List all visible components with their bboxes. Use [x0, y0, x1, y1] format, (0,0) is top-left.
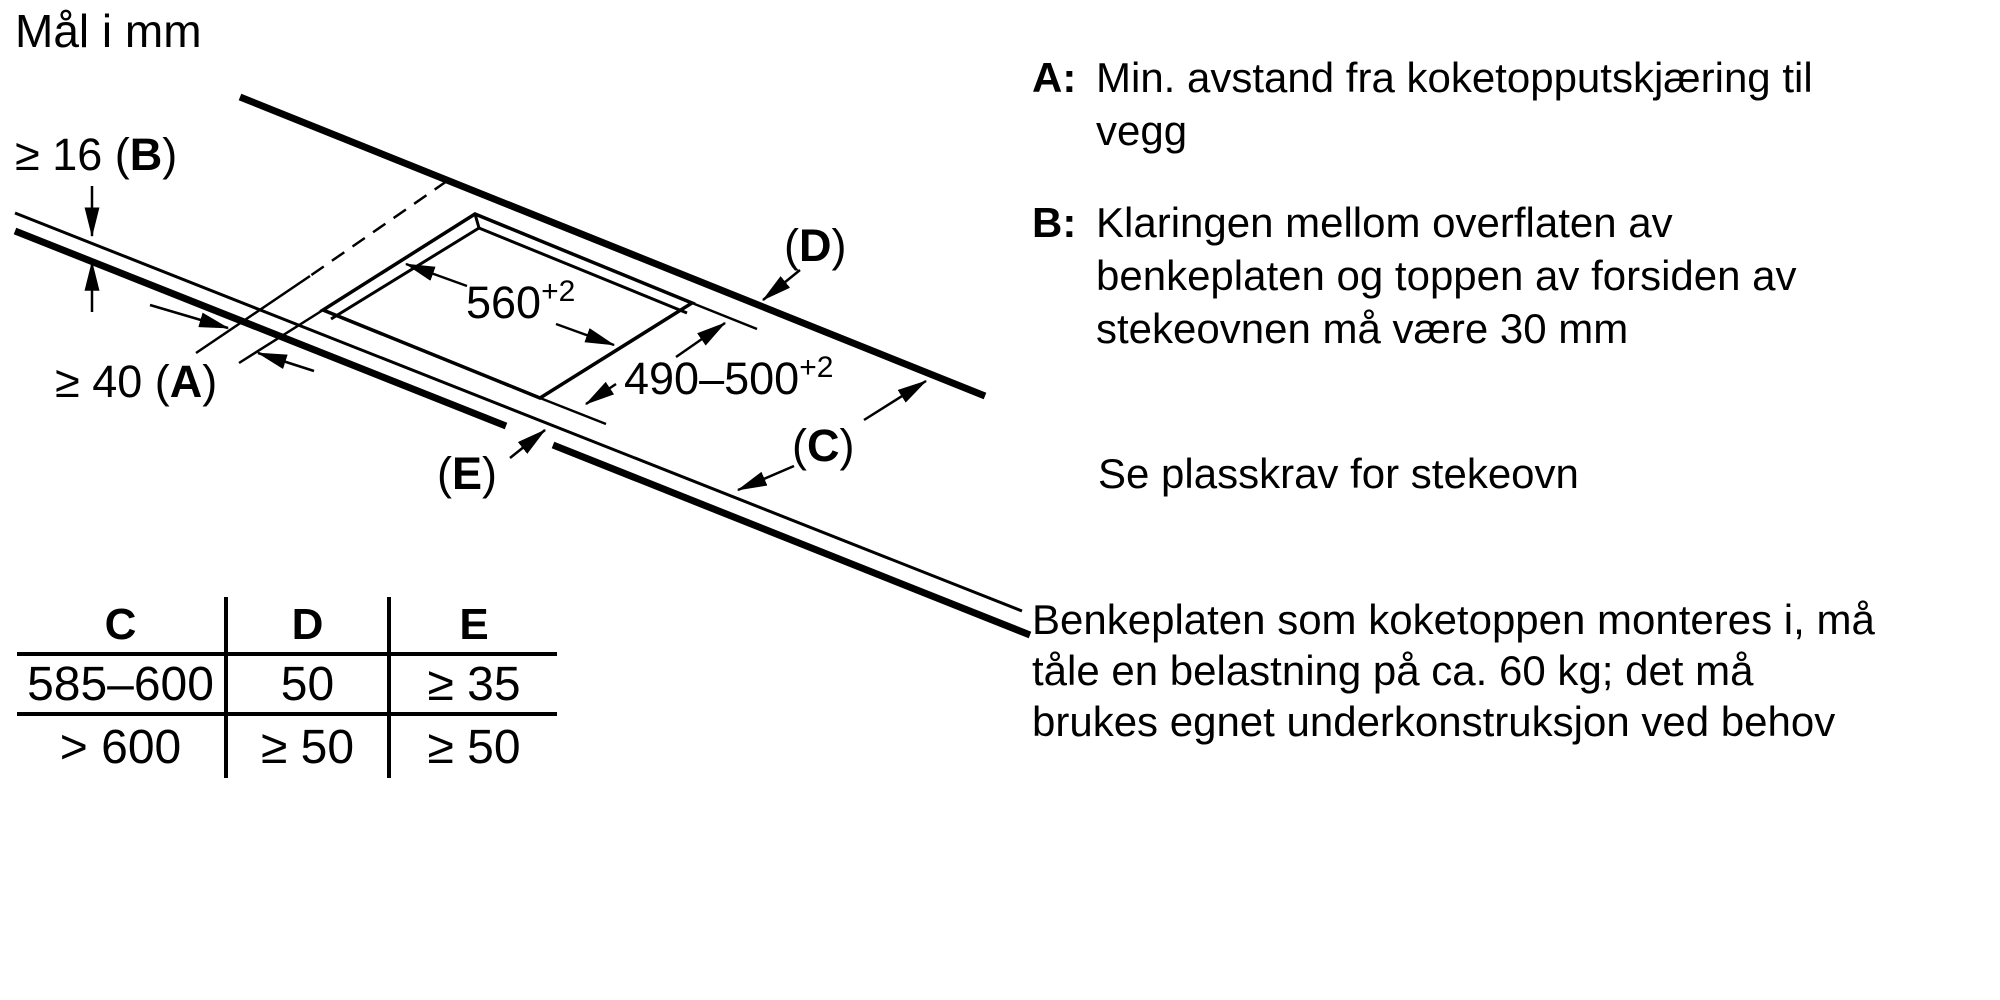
- cutout-depth-label: [624, 351, 833, 404]
- note-load-line2: tåle en belastning på ca. 60 kg; det må: [1032, 647, 1754, 694]
- depth-arrow-up: [676, 323, 725, 357]
- note-b-line1: Klaringen mellom overflaten av: [1096, 199, 1673, 246]
- wall-distance-arrow-left: [258, 353, 314, 371]
- note-b: [1032, 196, 1797, 355]
- note-oven-space: Se plasskrav for stekeovn: [1098, 450, 1579, 497]
- c-label-letter: C: [807, 420, 840, 471]
- note-a-text: [1096, 51, 1813, 157]
- cutout-width-tolerance: +2: [541, 275, 576, 308]
- depth-arrow-down: [586, 384, 616, 404]
- table-cell-c-row1: 585–600: [17, 656, 228, 716]
- note-b-line2: benkeplaten og toppen av forsiden av: [1096, 252, 1797, 299]
- c-label-suffix: ): [839, 420, 855, 471]
- dim-a-prefix: ≥ 40 (: [55, 356, 170, 407]
- worktop-front-top-line: [15, 213, 1022, 611]
- dim-b-letter: B: [129, 129, 163, 180]
- dim-a-label: [55, 356, 217, 407]
- note-a-line1: Min. avstand fra koketopputskjæring til: [1096, 54, 1813, 101]
- c-pointer-arrow-down: [738, 466, 794, 490]
- note-a: [1032, 51, 1813, 157]
- e-label-suffix: ): [482, 448, 498, 499]
- width-arrow-left: [406, 264, 467, 286]
- table-header-e: E: [391, 597, 557, 656]
- dimension-table: [17, 597, 557, 778]
- d-label-letter: D: [799, 220, 832, 271]
- cutout-depth-tolerance: +2: [799, 351, 834, 384]
- d-pointer-arrow: [763, 270, 800, 300]
- e-label-letter: E: [452, 448, 483, 499]
- dim-b-label: [15, 129, 177, 180]
- note-load-capacity: [1032, 594, 1875, 747]
- table-header-c: C: [17, 597, 228, 656]
- note-a-label: A:: [1032, 54, 1077, 101]
- dim-b-prefix: ≥ 16 (: [15, 129, 130, 180]
- e-pointer-arrow: [510, 430, 545, 458]
- cutout-top-extension-line: [692, 303, 757, 329]
- dim-b-suffix: ): [162, 129, 178, 180]
- d-label-prefix: (: [784, 220, 799, 271]
- table-cell-e-row1: ≥ 35: [391, 656, 557, 716]
- dim-a-suffix: ): [202, 356, 218, 407]
- note-b-line3: stekeovnen må være 30 mm: [1096, 305, 1629, 352]
- e-label: [437, 448, 497, 499]
- table-cell-c-row2: > 600: [17, 716, 228, 778]
- cutout-width-value: 560: [466, 277, 542, 328]
- table-cell-d-row1: 50: [228, 656, 391, 716]
- d-label: [784, 220, 847, 271]
- c-label: [792, 420, 855, 471]
- c-label-prefix: (: [792, 420, 807, 471]
- note-b-label: B:: [1032, 199, 1077, 246]
- d-label-suffix: ): [831, 220, 847, 271]
- c-pointer-arrow-up: [864, 381, 926, 420]
- table-cell-e-row2: ≥ 50: [427, 720, 521, 774]
- note-load-line1: Benkeplaten som koketoppen monteres i, må: [1032, 596, 1875, 643]
- page-title: Mål i mm: [15, 5, 202, 57]
- cutout-bottom-extension-line: [540, 398, 606, 424]
- cutout-width-label: [466, 275, 575, 328]
- worktop-front-bottom-line-right: [553, 445, 1030, 635]
- note-b-text: [1096, 196, 1797, 355]
- e-label-prefix: (: [437, 448, 452, 499]
- dim-a-letter: A: [169, 356, 203, 407]
- cutout-depth-value: 490–500: [624, 353, 800, 404]
- table-header-d: D: [228, 597, 391, 656]
- note-a-line2: vegg: [1096, 107, 1188, 154]
- width-arrow-right: [556, 324, 614, 345]
- note-load-line3: brukes egnet underkonstruksjon ved behov: [1032, 698, 1836, 745]
- table-cell-d-row2: ≥ 50: [228, 716, 391, 778]
